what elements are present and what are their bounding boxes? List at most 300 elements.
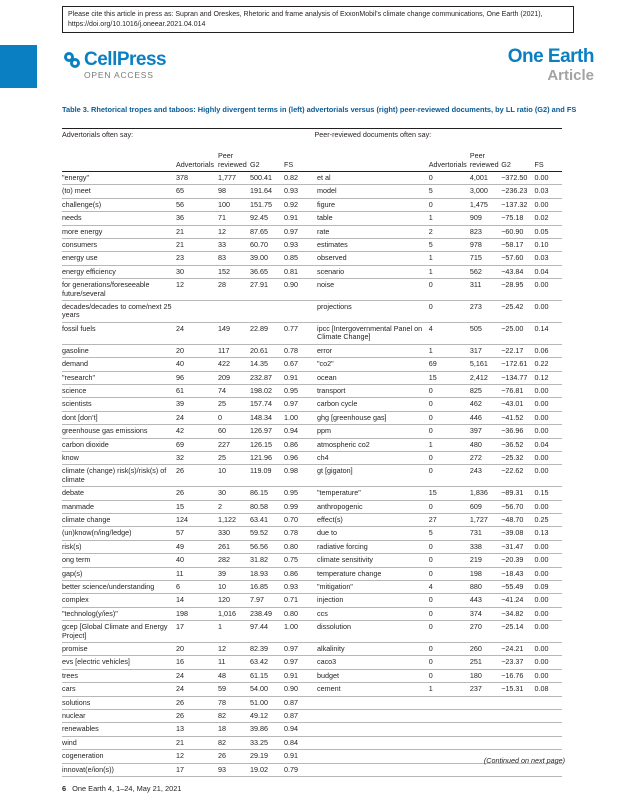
cell-g2: −25.42 bbox=[501, 302, 524, 312]
cell-fs: 0.96 bbox=[284, 452, 298, 462]
cell-term: gt [gigaton] bbox=[317, 466, 353, 476]
cell-peer-reviewed: 82 bbox=[218, 737, 226, 747]
advertorial-entry bbox=[62, 439, 312, 451]
cell-term: fossil fuels bbox=[62, 323, 96, 333]
cell-peer-reviewed: 270 bbox=[469, 622, 482, 632]
table-row bbox=[62, 710, 562, 723]
advertorial-entry bbox=[62, 683, 312, 695]
cell-advertorials: 69 bbox=[428, 359, 437, 369]
cell-peer-reviewed: 28 bbox=[218, 280, 226, 290]
section-tab bbox=[0, 45, 37, 88]
col-header-peer-reviewed: Peer reviewed bbox=[469, 151, 499, 169]
cell-term: solutions bbox=[62, 697, 91, 707]
cell-fs: 0.15 bbox=[534, 488, 549, 498]
cell-fs bbox=[535, 737, 562, 749]
cell-fs: 0.67 bbox=[284, 359, 298, 369]
cell-g2: −48.70 bbox=[501, 514, 524, 524]
cell-advertorials bbox=[429, 723, 470, 735]
advertorial-entry bbox=[62, 425, 312, 437]
cell-fs: 0.00 bbox=[534, 466, 549, 476]
cell-peer-reviewed: 3,000 bbox=[469, 186, 488, 196]
cell-fs: 0.91 bbox=[284, 751, 298, 761]
col-header-peer-reviewed: Peer reviewed bbox=[218, 151, 247, 169]
cell-fs: 0.04 bbox=[534, 266, 549, 276]
peer-reviewed-entry bbox=[312, 697, 562, 709]
advertorial-entry bbox=[62, 239, 312, 251]
cell-peer-reviewed: 2,412 bbox=[469, 372, 488, 382]
table-column-header bbox=[62, 141, 562, 172]
cell-g2: −24.21 bbox=[501, 644, 524, 654]
cell-peer-reviewed: 2 bbox=[218, 501, 222, 511]
cell-peer-reviewed: 39 bbox=[218, 568, 226, 578]
cell-peer-reviewed: 978 bbox=[469, 240, 482, 250]
cell-g2: −15.31 bbox=[501, 684, 524, 694]
cell-term: complex bbox=[62, 595, 89, 605]
table-row bbox=[62, 621, 562, 643]
table-row bbox=[62, 385, 562, 398]
cell-term: figure bbox=[317, 199, 335, 209]
cell-peer-reviewed: 25 bbox=[218, 399, 226, 409]
cell-advertorials: 30 bbox=[176, 266, 184, 276]
advertorial-entry bbox=[62, 212, 312, 224]
cell-fs: 0.78 bbox=[284, 528, 298, 538]
table-row bbox=[62, 345, 562, 358]
cell-peer-reviewed: 82 bbox=[218, 711, 226, 721]
cell-term: ppm bbox=[317, 426, 331, 436]
cell-peer-reviewed: 71 bbox=[218, 213, 226, 223]
table-row bbox=[62, 226, 562, 239]
cell-g2: 63.41 bbox=[250, 514, 268, 524]
cell-advertorials bbox=[176, 301, 218, 322]
cell-g2: 60.70 bbox=[250, 240, 268, 250]
table-row bbox=[62, 514, 562, 527]
cell-peer-reviewed: 243 bbox=[469, 466, 482, 476]
cell-advertorials: 0 bbox=[428, 644, 433, 654]
cell-peer-reviewed: 880 bbox=[469, 582, 482, 591]
cell-peer-reviewed: 1,777 bbox=[218, 173, 236, 182]
cell-g2: −28.95 bbox=[501, 280, 524, 290]
cell-peer-reviewed bbox=[470, 710, 501, 722]
cell-fs: 0.03 bbox=[534, 253, 549, 263]
cell-term: "research" bbox=[62, 372, 96, 382]
cell-term: radiative forcing bbox=[317, 541, 368, 551]
cell-fs: 0.78 bbox=[284, 345, 298, 355]
cell-term: table bbox=[317, 213, 333, 223]
cell-peer-reviewed: 311 bbox=[469, 280, 482, 290]
cell-term: dont [don’t] bbox=[62, 412, 98, 422]
cell-peer-reviewed: 60 bbox=[218, 426, 226, 436]
cell-fs: 0.93 bbox=[284, 186, 298, 196]
table-row bbox=[62, 487, 562, 500]
peer-reviewed-entry bbox=[312, 301, 562, 322]
cell-g2: −23.37 bbox=[501, 657, 524, 667]
cell-peer-reviewed: 98 bbox=[218, 186, 226, 196]
advertorial-entry bbox=[62, 541, 312, 553]
cell-fs: 0.13 bbox=[534, 528, 549, 538]
cell-advertorials: 2 bbox=[428, 226, 433, 236]
advertorial-entry bbox=[62, 608, 312, 620]
cell-term: promise bbox=[62, 644, 88, 654]
peer-reviewed-entry bbox=[312, 501, 562, 513]
cell-advertorials: 36 bbox=[176, 213, 184, 223]
cell-advertorials: 0 bbox=[428, 608, 433, 618]
cell-term: cogeneration bbox=[62, 751, 104, 761]
cell-peer-reviewed: 11 bbox=[218, 657, 226, 667]
peer-reviewed-entry bbox=[312, 199, 562, 211]
cell-g2: −372.50 bbox=[501, 173, 528, 182]
cell-peer-reviewed: 26 bbox=[218, 751, 226, 761]
cell-fs: 0.93 bbox=[284, 582, 298, 591]
cell-advertorials: 21 bbox=[176, 240, 184, 250]
peer-reviewed-entry bbox=[312, 279, 562, 300]
cell-advertorials: 0 bbox=[428, 541, 433, 551]
peer-reviewed-entry bbox=[312, 656, 562, 668]
cell-peer-reviewed: 273 bbox=[469, 302, 482, 312]
cell-fs: 0.70 bbox=[284, 514, 298, 524]
cell-term bbox=[312, 750, 429, 762]
cell-peer-reviewed: 1,836 bbox=[469, 488, 488, 498]
cell-advertorials: 21 bbox=[176, 737, 184, 747]
cell-advertorials: 15 bbox=[176, 501, 184, 511]
cell-advertorials: 26 bbox=[176, 488, 184, 498]
cell-peer-reviewed: 374 bbox=[469, 608, 482, 618]
peer-reviewed-entry bbox=[312, 594, 562, 606]
advertorial-entry bbox=[62, 737, 312, 749]
cell-g2: 39.00 bbox=[250, 253, 268, 263]
cell-g2: −57.60 bbox=[501, 253, 524, 263]
table-row bbox=[62, 501, 562, 514]
cell-g2: 151.75 bbox=[250, 199, 272, 209]
peer-reviewed-entry bbox=[312, 452, 562, 464]
cell-peer-reviewed: 117 bbox=[218, 345, 230, 355]
advertorial-entry bbox=[62, 266, 312, 278]
cell-g2: 198.02 bbox=[250, 385, 272, 395]
cell-fs: 0.00 bbox=[534, 541, 549, 551]
peer-reviewed-entry bbox=[312, 252, 562, 264]
cell-advertorials: 124 bbox=[176, 514, 188, 524]
cell-term: challenge(s) bbox=[62, 199, 102, 209]
cell-advertorials: 378 bbox=[176, 173, 188, 182]
advertorial-entry bbox=[62, 345, 312, 357]
cell-peer-reviewed: 12 bbox=[218, 226, 226, 236]
cell-term: carbon cycle bbox=[317, 399, 358, 409]
cell-advertorials: 24 bbox=[176, 684, 184, 694]
cell-g2: −89.31 bbox=[501, 488, 524, 498]
cell-g2: −18.43 bbox=[501, 568, 524, 578]
cell-term: noise bbox=[317, 280, 335, 290]
advertorial-entry bbox=[62, 465, 312, 486]
advertorial-entry bbox=[62, 252, 312, 264]
cell-advertorials: 21 bbox=[176, 226, 184, 236]
cell-term: scenario bbox=[317, 266, 345, 276]
right-group-label: Peer-reviewed documents often say: bbox=[314, 130, 432, 139]
table-row bbox=[62, 412, 562, 425]
cell-peer-reviewed: 83 bbox=[218, 253, 226, 263]
advertorial-entry bbox=[62, 358, 312, 370]
cell-advertorials: 14 bbox=[176, 595, 184, 605]
cell-fs: 0.91 bbox=[284, 213, 298, 223]
cell-fs: 0.82 bbox=[284, 173, 298, 182]
cell-advertorials bbox=[429, 764, 470, 776]
cell-term: gap(s) bbox=[62, 568, 83, 578]
table-row bbox=[62, 425, 562, 438]
cell-peer-reviewed: 227 bbox=[218, 439, 230, 449]
cell-fs: 0.00 bbox=[534, 385, 549, 395]
cell-fs: 0.03 bbox=[534, 186, 549, 196]
cell-peer-reviewed: 443 bbox=[469, 595, 482, 605]
cell-fs: 0.00 bbox=[534, 501, 549, 511]
cell-g2: 61.15 bbox=[250, 670, 268, 680]
cell-term: energy efficiency bbox=[62, 266, 116, 276]
cell-advertorials bbox=[429, 710, 470, 722]
advertorial-entry bbox=[62, 568, 312, 580]
table-row bbox=[62, 764, 562, 777]
peer-reviewed-entry bbox=[312, 764, 562, 776]
cell-fs: 0.85 bbox=[284, 253, 298, 263]
cell-g2: 54.00 bbox=[250, 684, 268, 694]
peer-reviewed-entry bbox=[312, 568, 562, 580]
cell-fs: 0.09 bbox=[534, 582, 549, 591]
cell-term: ipcc [Intergovernmental Panel on Climate Change] bbox=[317, 323, 423, 342]
cellpress-logo-icon bbox=[63, 51, 81, 69]
cell-peer-reviewed: 251 bbox=[469, 657, 482, 667]
table-row bbox=[62, 594, 562, 607]
cell-advertorials: 0 bbox=[428, 426, 433, 436]
cell-fs: 0.00 bbox=[534, 426, 549, 436]
peer-reviewed-entry bbox=[312, 425, 562, 437]
cell-peer-reviewed bbox=[218, 301, 250, 322]
cell-advertorials: 13 bbox=[176, 724, 184, 734]
cell-peer-reviewed: 0 bbox=[218, 412, 222, 422]
cell-advertorials: 57 bbox=[176, 528, 184, 538]
table-row bbox=[62, 656, 562, 669]
table-row bbox=[62, 541, 562, 554]
cell-advertorials: 23 bbox=[176, 253, 184, 263]
table-row bbox=[62, 199, 562, 212]
open-access-label: OPEN ACCESS bbox=[84, 70, 154, 80]
peer-reviewed-entry bbox=[312, 487, 562, 499]
advertorial-entry bbox=[62, 527, 312, 539]
table-group-header bbox=[62, 128, 562, 141]
peer-reviewed-entry bbox=[312, 412, 562, 424]
cell-peer-reviewed: 152 bbox=[218, 266, 230, 276]
cell-term: "temperature" bbox=[317, 488, 361, 498]
peer-reviewed-entry bbox=[312, 643, 562, 655]
advertorial-entry bbox=[62, 501, 312, 513]
table-row bbox=[62, 323, 562, 345]
cell-fs: 0.97 bbox=[284, 399, 298, 409]
peer-reviewed-entry bbox=[312, 670, 562, 682]
cell-peer-reviewed: 5,161 bbox=[469, 359, 488, 369]
cell-advertorials: 0 bbox=[428, 657, 433, 667]
cell-term: carbon dioxide bbox=[62, 439, 109, 449]
cell-advertorials: 4 bbox=[428, 323, 433, 333]
advertorial-entry bbox=[62, 372, 312, 384]
advertorial-entry bbox=[62, 710, 312, 722]
cell-advertorials: 0 bbox=[428, 501, 433, 511]
cell-advertorials: 39 bbox=[176, 399, 184, 409]
col-header-g2: G2 bbox=[501, 160, 511, 169]
cell-term: consumers bbox=[62, 240, 98, 250]
cell-advertorials bbox=[429, 750, 470, 762]
cell-peer-reviewed: 48 bbox=[218, 670, 226, 680]
table-caption-text: Table 3. Rhetorical tropes and taboos: Highly divergent terms in (left) advertorials versus (right) peer-reviewed documents, by LL ratio (G2) and FS bbox=[62, 105, 577, 114]
cell-term: risk(s) bbox=[62, 541, 82, 551]
peer-reviewed-entry bbox=[312, 737, 562, 749]
advertorial-entry bbox=[62, 323, 312, 344]
cell-peer-reviewed: 562 bbox=[469, 266, 482, 276]
cell-g2: 87.65 bbox=[250, 226, 268, 236]
advertorial-entry bbox=[62, 554, 312, 566]
cell-g2: 14.35 bbox=[250, 359, 268, 369]
cell-g2: 49.12 bbox=[250, 711, 268, 721]
advertorial-entry bbox=[62, 764, 312, 776]
cell-g2: −20.39 bbox=[501, 555, 524, 565]
cell-fs: 0.95 bbox=[284, 385, 298, 395]
advertorial-entry bbox=[62, 398, 312, 410]
cell-fs: 0.90 bbox=[284, 684, 298, 694]
cell-peer-reviewed: 237 bbox=[469, 684, 482, 694]
cell-fs: 0.80 bbox=[284, 608, 298, 618]
cell-term: gasoline bbox=[62, 345, 89, 355]
cell-fs: 0.75 bbox=[284, 555, 298, 565]
cell-peer-reviewed bbox=[470, 697, 501, 709]
peer-reviewed-entry bbox=[312, 226, 562, 238]
cell-peer-reviewed: 74 bbox=[218, 385, 226, 395]
cell-term: effect(s) bbox=[317, 514, 343, 524]
table-row bbox=[62, 372, 562, 385]
cell-g2: 86.15 bbox=[250, 488, 268, 498]
cell-g2: −236.23 bbox=[501, 186, 528, 196]
cell-term: for generations/foreseeable future/several bbox=[62, 280, 150, 298]
cell-term: decades/decades to come/next 25 years bbox=[62, 302, 172, 320]
cell-fs: 0.08 bbox=[534, 684, 549, 694]
cell-peer-reviewed: 282 bbox=[218, 555, 230, 565]
advertorial-entry bbox=[62, 279, 312, 300]
table-row bbox=[62, 554, 562, 567]
table-row bbox=[62, 301, 562, 323]
table-row bbox=[62, 185, 562, 198]
cell-term: "mitigation" bbox=[317, 582, 353, 591]
advertorial-entry bbox=[62, 487, 312, 499]
advertorial-entry bbox=[62, 581, 312, 593]
cell-g2: 20.61 bbox=[250, 345, 268, 355]
cell-peer-reviewed: 33 bbox=[218, 240, 226, 250]
cell-g2: 119.09 bbox=[250, 466, 272, 476]
table-row bbox=[62, 439, 562, 452]
cell-advertorials: 32 bbox=[176, 452, 184, 462]
cell-fs: 0.00 bbox=[534, 302, 549, 312]
cell-term: ghg [greenhouse gas] bbox=[317, 412, 387, 422]
col-header-fs: FS bbox=[284, 160, 294, 169]
cell-fs: 0.97 bbox=[284, 644, 298, 654]
cell-term: injection bbox=[317, 595, 344, 605]
advertorial-entry bbox=[62, 514, 312, 526]
cell-g2: 126.15 bbox=[250, 439, 272, 449]
cell-g2: −43.01 bbox=[501, 399, 524, 409]
cell-term: climate (change) risk(s)/risk(s) of climate bbox=[62, 466, 167, 484]
peer-reviewed-entry bbox=[312, 723, 562, 735]
cell-peer-reviewed: 609 bbox=[469, 501, 482, 511]
cell-peer-reviewed: 731 bbox=[469, 528, 482, 538]
cell-g2: 500.41 bbox=[250, 173, 272, 182]
advertorial-entry bbox=[62, 750, 312, 762]
cell-term: scientists bbox=[62, 399, 92, 409]
cell-g2 bbox=[501, 764, 534, 776]
cell-g2: −22.62 bbox=[501, 466, 524, 476]
cell-fs: 0.81 bbox=[284, 266, 298, 276]
cell-peer-reviewed: 198 bbox=[469, 568, 482, 578]
advertorial-entry bbox=[62, 697, 312, 709]
cell-fs bbox=[535, 710, 562, 722]
table-row bbox=[62, 172, 562, 185]
cell-fs: 0.99 bbox=[284, 501, 298, 511]
cell-term bbox=[312, 764, 429, 776]
page-footer bbox=[62, 784, 181, 793]
table-row bbox=[62, 279, 562, 301]
table-row bbox=[62, 452, 562, 465]
journal-name: One Earth bbox=[507, 46, 594, 67]
cell-advertorials: 65 bbox=[176, 186, 184, 196]
cell-g2: 82.39 bbox=[250, 644, 268, 654]
table-row bbox=[62, 358, 562, 371]
cell-advertorials: 69 bbox=[176, 439, 184, 449]
continued-note: (Continued on next page) bbox=[483, 756, 565, 765]
cell-fs: 0.06 bbox=[534, 345, 549, 355]
table-row bbox=[62, 212, 562, 225]
cell-g2 bbox=[501, 697, 534, 709]
cell-term: needs bbox=[62, 213, 82, 223]
col-header-advertorials: Advertorials bbox=[428, 160, 467, 169]
cell-fs: 0.25 bbox=[534, 514, 549, 524]
cell-fs: 0.92 bbox=[284, 199, 298, 209]
cell-g2: −36.52 bbox=[501, 439, 524, 449]
cell-term bbox=[312, 737, 429, 749]
cell-g2: 80.58 bbox=[250, 501, 268, 511]
cell-term: ocean bbox=[317, 372, 337, 382]
table-row bbox=[62, 683, 562, 696]
advertorial-entry bbox=[62, 594, 312, 606]
cell-term: anthropogenic bbox=[317, 501, 363, 511]
cell-g2: −34.82 bbox=[501, 608, 524, 618]
cell-advertorials: 40 bbox=[176, 555, 184, 565]
peer-reviewed-entry bbox=[312, 385, 562, 397]
advertorial-entry bbox=[62, 643, 312, 655]
cell-g2: 39.86 bbox=[250, 724, 268, 734]
cell-peer-reviewed: 1,122 bbox=[218, 514, 236, 524]
cell-g2: 191.64 bbox=[250, 186, 272, 196]
cell-advertorials bbox=[429, 697, 470, 709]
cell-g2: −75.18 bbox=[501, 213, 524, 223]
cell-g2: −55.49 bbox=[501, 582, 524, 591]
cell-peer-reviewed: 317 bbox=[469, 345, 482, 355]
cell-fs: 0.00 bbox=[534, 670, 549, 680]
cell-peer-reviewed: 1,475 bbox=[469, 199, 488, 209]
cell-peer-reviewed: 480 bbox=[469, 439, 482, 449]
page-number: 6 bbox=[62, 784, 67, 793]
cell-advertorials: 12 bbox=[176, 280, 184, 290]
cell-advertorials: 16 bbox=[176, 657, 184, 667]
cell-peer-reviewed: 1,727 bbox=[469, 514, 488, 524]
cell-g2: 63.42 bbox=[250, 657, 268, 667]
cell-fs: 0.97 bbox=[284, 226, 298, 236]
cell-advertorials: 15 bbox=[428, 488, 437, 498]
cell-advertorials: 1 bbox=[428, 213, 433, 223]
cell-term: know bbox=[62, 452, 79, 462]
cell-fs bbox=[535, 697, 562, 709]
peer-reviewed-entry bbox=[312, 372, 562, 384]
cell-advertorials: 1 bbox=[428, 345, 433, 355]
